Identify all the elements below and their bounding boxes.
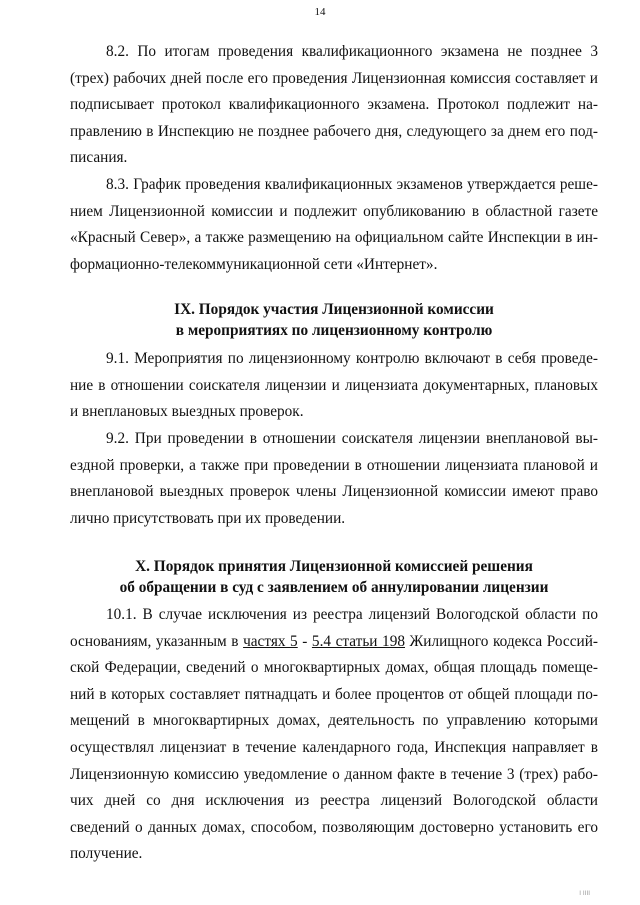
scan-corner-mark: I IIII [579,890,590,897]
section-heading-ix [70,299,598,341]
paragraph-8-3: 8.3. График проведения квалификационных экзаменов утверждается решением Лицензионной комиссии и подлежит опубликованию в областной газете «Красный Север», а также размещению на официальном сайте Инспекции в информационно-телекоммуникационной сети «Интернет». [70,176,598,273]
paragraph-9-2: 9.2. При проведении в отношении соискателя лицензии внеплановой выездной проверки, а также при проведении в отношении лицензиата плановой и внеплановой выездных проверок члены Лицензионной комиссии имеют право лично присутствовать при их проведении. [70,430,598,527]
page-number: 14 [314,6,326,18]
section-heading-ix-line1: IX. Порядок участия Лицензионной комиссии [174,301,494,318]
paragraph-10-1-text-before: 10.1. В случае исключения из реестра лицензий Вологодской области по основаниям, указанным в [70,606,598,650]
paragraph-10-1 [70,602,598,868]
paragraph-8-2: 8.2. По итогам проведения квалификационного экзамена не позднее 3 (трех) рабочих дней после его проведения Лицензионная комиссия составляет и подписывает протокол квалификационного экзамена. Протокол подлежит направлению в Инспекцию не позднее рабочего дня, следующего за днем его подписания. [70,43,598,167]
law-reference-separator: - [297,632,312,650]
law-reference-link-part-5-4-article-198[interactable]: 5.4 статьи 198 [311,632,405,650]
section-heading-x-line2: об обращении в суд с заявлением об аннулировании лицензии [119,579,549,596]
law-reference-link-part-5[interactable]: частях 5 [243,632,298,650]
paragraph-9-1: 9.1. Мероприятия по лицензионному контролю включают в себя проведение в отношении соискателя лицензии и лицензиата документарных, плановых и внеплановых выездных проверок. [70,350,598,421]
section-heading-x [70,556,598,598]
section-heading-x-line1: X. Порядок принятия Лицензионной комиссией решения [135,558,533,575]
section-heading-ix-line2: в мероприятиях по лицензионному контролю [175,322,493,339]
paragraph-10-1-text-after: Жилищного кодекса Российской Федерации, сведений о многоквартирных домах, общая площадь помещений в которых составляет пятнадцать и более процентов от общей площади помещений в многоквартирных домах, деятельность по управлению которыми осуществлял лицензиат в течение календарного года, Инспекция направляет в Лицензионную комиссию уведомление о данном факте в течение 3 (трех) рабочих дней со дня исключения из реестра лицензий Вологодской области сведений о данных домах, способом, позволяющим достоверно установить его получение. [70,632,598,863]
